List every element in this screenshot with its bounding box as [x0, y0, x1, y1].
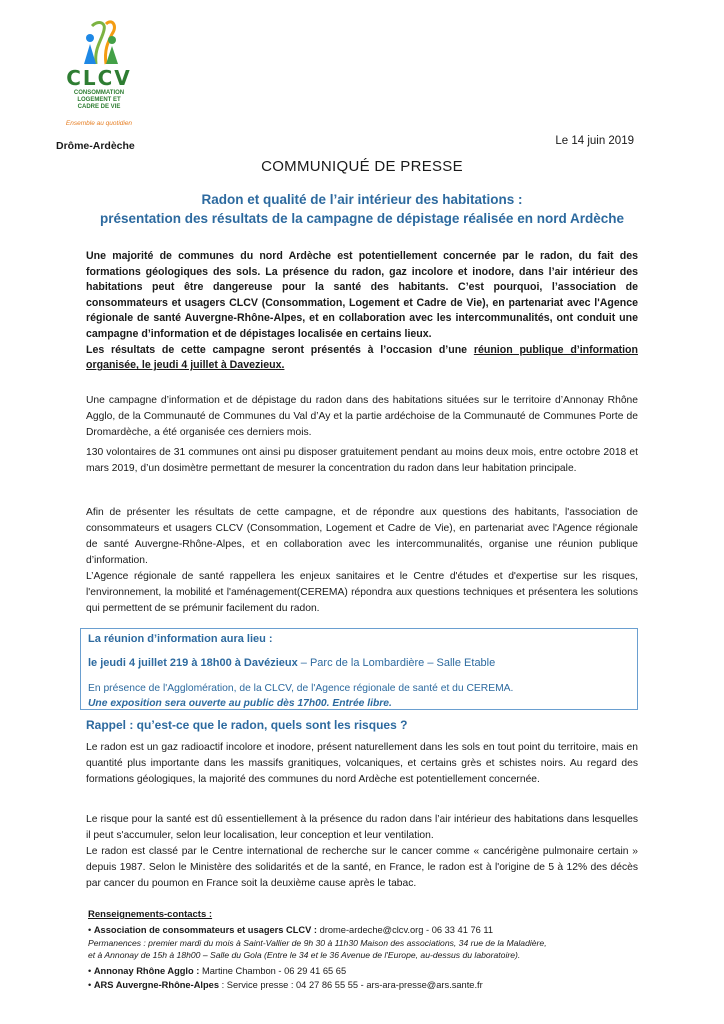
permanences: Permanences : premier mardi du mois à Saint-Vallier de 9h 30 à 11h30 Maison des associations, 34 rue de la Maladière, et à Annonay de 15h à 18h00 – Salle du Gola (Entre le 34 et le 36 Avenue de l'Europe, au-dessus du laboratoire).	[88, 938, 547, 960]
document-title	[0, 190, 724, 228]
intro-section	[86, 249, 638, 374]
rappel-paragraph-1: Le radon est un gaz radioactif incolore et inodore, présent naturellement dans les sols en tout point du territoire, mais en quantité plus importante dans les massifs granitiques, volcaniques, et certains grès et schistes noirs. Au regard des formations géologiques, la majorité des communes du nord Ardèche est potentiellement concernée.	[86, 742, 638, 785]
body-paragraph-3: Afin de présenter les résultats de cette campagne, et de répondre aux questions des habitants, l'association de consommateurs et usagers CLCV (Consommation, Logement et Cadre de Vie), en partenariat avec l'Agence régionale de santé Auvergne-Rhône-Alpes, et en collaboration avec les intercommunalités, organise une réunion publique d’information. L’Agence régionale de santé rappellera les enjeux sanitaires et le Centre d'études et d'expertise sur les risques, l'environnement, la mobilité et l'aménagement(CEREMA) répondra aux questions techniques et présentera les solutions qui permettent de se prémunir facilement du radon.	[86, 505, 638, 617]
title-line-1: Radon et qualité de l’air intérieur des habitations :	[201, 192, 523, 207]
rappel-paragraph-2: Le risque pour la santé est dû essentiellement à la présence du radon dans l’air intérieur des habitations dans lesquelles il peut s'accumuler, selon leur localisation, leur conception et leur ventilation. Le radon est classé par le Centre international de recherche sur le cancer comme « cancérigène pulmonaire certain » depuis 1987. Selon le Ministère des solidarités et de la santé, en France, le radon est à l'origine de 5 à 12% des décès par cancer du poumon en France soit la deuxième cause après le tabac.	[86, 812, 638, 892]
logo-name: CLCV	[66, 66, 132, 90]
meeting-box-title: La réunion d’information aura lieu :	[88, 633, 273, 645]
body-paragraph-1: Une campagne d’information et de dépistage du radon dans des habitations situées sur le territoire d’Annonay Rhône Agglo, de la Communauté de Communes du Val d’Ay et la partie ardéchoise de la Communauté de Communes Porte de Dromardèche, a été organisée ces derniers mois.	[86, 395, 638, 438]
rappel-paragraph-3: Le radon est classé par le Centre international de recherche sur le cancer comme « cancérigène pulmonaire certain » depuis 1987. Selon le Ministère des solidarités et de la santé, en France, le radon est à l'origine de 5 à 12% des décès par cancer du poumon en France soit la deuxième cause après le tabac.	[86, 846, 638, 889]
body-paragraph-4: L’Agence régionale de santé rappellera les enjeux sanitaires et le Centre d'études et d'expertise sur les risques, l'environnement, la mobilité et l'aménagement(CEREMA) répondra aux questions techniques et présentera les solutions qui permettent de se prémunir facilement du radon.	[86, 571, 638, 614]
press-heading: COMMUNIQUÉ DE PRESSE	[261, 158, 463, 175]
exhibition-note: Une exposition sera ouverte au public dès 17h00. Entrée libre.	[88, 698, 392, 709]
logo-subtitle: CONSOMMATION LOGEMENT ET CADRE DE VIE	[73, 90, 125, 110]
contact-clcv: • Association de consommateurs et usagers CLCV : drome-ardeche@clcv.org - 06 33 41 76 11	[88, 925, 494, 935]
intro-paragraph: Une majorité de communes du nord Ardèche est potentiellement concernée par le radon, du fait des formations géologiques des sols. La présence du radon, gaz incolore et inodore, dans l’air intérieur des habitations peut être dangereuse pour la santé des habitants. C’est pourquoi, l’association de consommateurs et usagers CLCV (Consommation, Logement et Cadre de Vie), en partenariat avec l'Agence régionale de santé Auvergne-Rhône-Alpes, et en collaboration avec les intercommunalités, ont conduit une campagne d’information et de dépistages localisée en certains lieux.	[86, 250, 638, 340]
rappel-heading: Rappel : qu’est-ce que le radon, quels sont les risques ?	[86, 718, 408, 732]
contact-annonay: • Annonay Rhône Agglo : Martine Chambon - 06 29 41 65 65	[88, 966, 347, 976]
title-line-2: présentation des résultats de la campagne de dépistage réalisée en nord Ardèche	[100, 211, 624, 226]
press-date: Le 14 juin 2019	[555, 135, 634, 147]
contacts-heading: Renseignements-contacts :	[88, 909, 213, 920]
meeting-presence: En présence de l'Agglomération, de la CLCV, de l'Agence régionale de santé et du CEREMA. Une exposition sera ouverte au public dès 17h00. Entrée libre.	[88, 683, 514, 709]
body-paragraph-2: 130 volontaires de 31 communes ont ainsi pu disposer gratuitement pendant au moins deux mois, entre octobre 2018 et mars 2019, d’un dosimètre permettant de mesurer la concentration du radon dans leur habitation principale.	[86, 447, 638, 474]
intro-announcement: Les résultats de cette campagne seront présentés à l’occasion d’une réunion publique d’information organisée, le jeudi 4 juillet à Davezieux.	[86, 343, 639, 372]
meeting-time-place: le jeudi 4 juillet 219 à 18h00 à Davézieux – Parc de la Lombardière – Salle Etable	[88, 657, 496, 669]
region-label: Drôme-Ardèche	[56, 140, 135, 152]
logo-slogan: Ensemble au quotidien	[65, 120, 133, 127]
contact-ars: • ARS Auvergne-Rhône-Alpes : Service presse : 04 27 86 55 55 - ars-ara-presse@ars.sante.fr	[88, 980, 483, 990]
